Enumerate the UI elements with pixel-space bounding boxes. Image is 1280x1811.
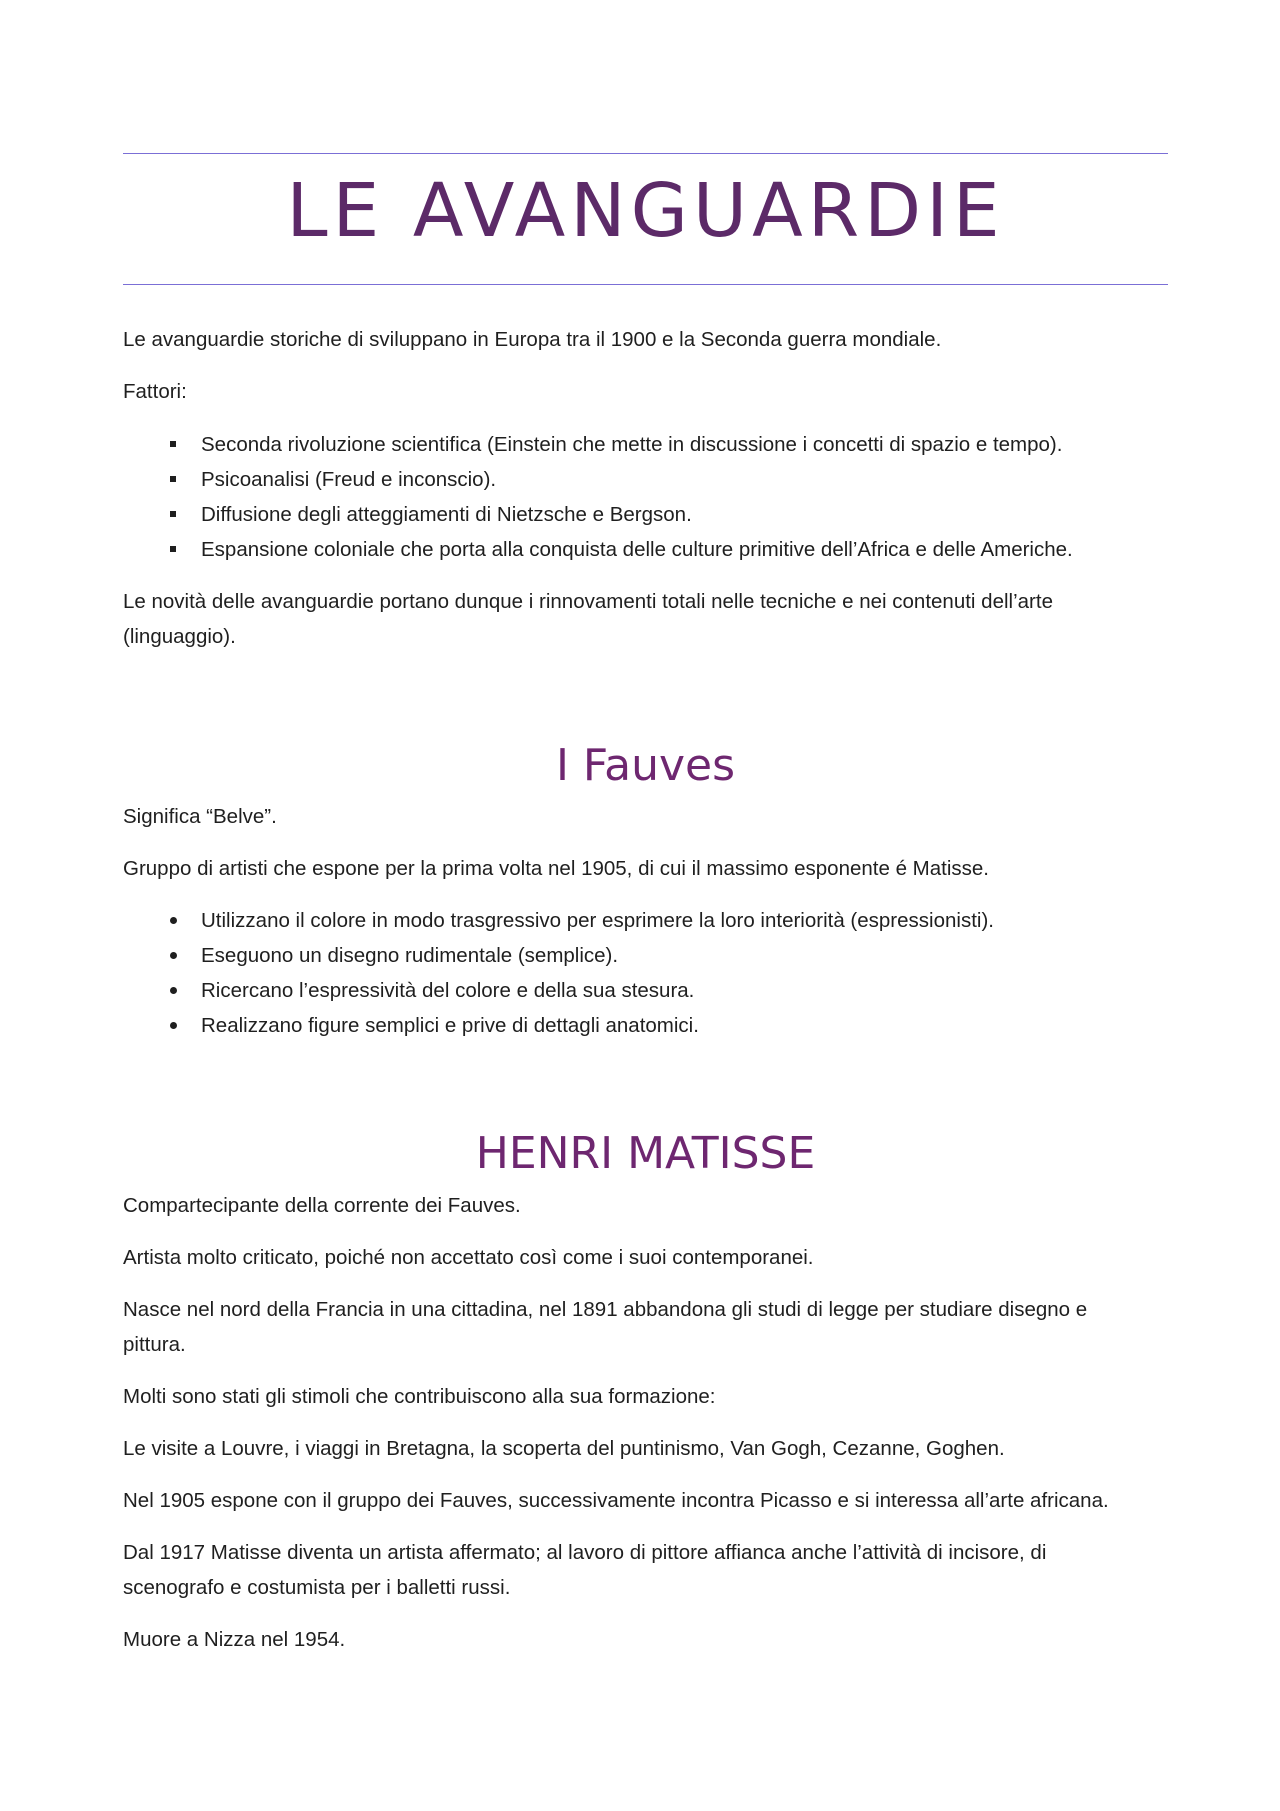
matisse-paragraph-7-line-1: Dal 1917 Matisse diventa un artista affermato; al lavoro di pittore affianca anche l’attività di incisore, di bbox=[123, 1541, 1047, 1564]
novelty-paragraph-line-2: (linguaggio). bbox=[123, 625, 236, 648]
list-item: Eseguono un disegno rudimentale (semplice). bbox=[123, 938, 1168, 973]
square-bullet-icon bbox=[165, 462, 181, 497]
list-item: Espansione coloniale che porta alla conquista delle culture primitive dell’Africa e delle Americhe. bbox=[123, 532, 1168, 567]
list-item: Seconda rivoluzione scientifica (Einstein che mette in discussione i concetti di spazio e tempo). bbox=[123, 427, 1168, 462]
square-bullet-icon bbox=[165, 427, 181, 462]
fauves-description: Gruppo di artisti che espone per la prima volta nel 1905, di cui il massimo esponente é Matisse. bbox=[123, 857, 990, 880]
list-item: Utilizzano il colore in modo trasgressivo per esprimere la loro interiorità (espressionisti). bbox=[123, 903, 1168, 938]
round-bullet-icon bbox=[165, 973, 181, 1008]
factors-label: Fattori: bbox=[123, 380, 187, 403]
intro-paragraph: Le avanguardie storiche di sviluppano in Europa tra il 1900 e la Seconda guerra mondiale. bbox=[123, 328, 942, 351]
matisse-paragraph-5: Le visite a Louvre, i viaggi in Bretagna, la scoperta del puntinismo, Van Gogh, Cezanne, Goghen. bbox=[123, 1437, 1005, 1460]
list-item: Realizzano figure semplici e prive di dettagli anatomici. bbox=[123, 1008, 1168, 1043]
round-bullet-icon bbox=[165, 903, 181, 938]
matisse-paragraph-4: Molti sono stati gli stimoli che contribuiscono alla sua formazione: bbox=[123, 1385, 716, 1408]
matisse-paragraph-8: Muore a Nizza nel 1954. bbox=[123, 1628, 346, 1651]
list-item: Ricercano l’espressività del colore e della sua stesura. bbox=[123, 973, 1168, 1008]
round-bullet-icon bbox=[165, 938, 181, 973]
novelty-paragraph-line-1: Le novità delle avanguardie portano dunque i rinnovamenti totali nelle tecniche e nei contenuti dell’arte bbox=[123, 590, 1053, 613]
list-item: Diffusione degli atteggiamenti di Nietzsche e Bergson. bbox=[123, 497, 1168, 532]
square-bullet-icon bbox=[165, 532, 181, 567]
square-bullet-icon bbox=[165, 497, 181, 532]
fauves-heading: I Fauves bbox=[555, 740, 736, 791]
page-title: LE AVANGUARDIE bbox=[286, 168, 1005, 254]
list-item: Psicoanalisi (Freud e inconscio). bbox=[123, 462, 1168, 497]
matisse-heading: HENRI MATISSE bbox=[475, 1128, 816, 1179]
matisse-paragraph-3-line-2: pittura. bbox=[123, 1333, 186, 1356]
title-block bbox=[123, 153, 1168, 285]
fauves-meaning: Significa “Belve”. bbox=[123, 805, 277, 828]
matisse-paragraph-2: Artista molto criticato, poiché non accettato così come i suoi contemporanei. bbox=[123, 1246, 814, 1269]
fauves-list bbox=[123, 903, 1168, 1043]
matisse-paragraph-6: Nel 1905 espone con il gruppo dei Fauves, successivamente incontra Picasso e si interessa all’arte africana. bbox=[123, 1489, 1109, 1512]
factors-list bbox=[123, 427, 1168, 567]
round-bullet-icon bbox=[165, 1008, 181, 1043]
matisse-paragraph-7-line-2: scenografo e costumista per i balletti russi. bbox=[123, 1576, 511, 1599]
matisse-paragraph-3-line-1: Nasce nel nord della Francia in una cittadina, nel 1891 abbandona gli studi di legge per studiare disegno e bbox=[123, 1298, 1088, 1321]
matisse-paragraph-1: Compartecipante della corrente dei Fauves. bbox=[123, 1194, 521, 1217]
